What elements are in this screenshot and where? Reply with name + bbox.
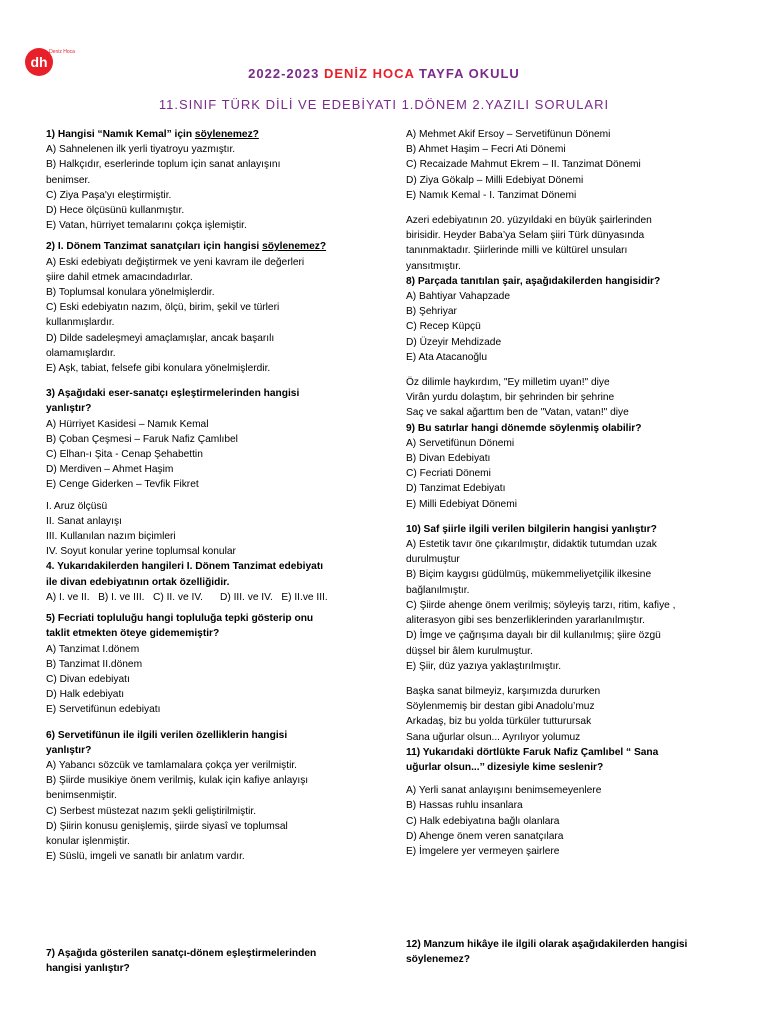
question-5: 5) Fecriati topluluğu hangi topluluğa tepki gösterip onu taklit etmekten öteye gidememiştir? A) Tanzimat I.dönem B) Tanzimat II.dönem C) Divan edebiyatı D) Halk edebiyatı E) Servetifünun edebiyatı	[46, 613, 314, 716]
question-9: Öz dilimle haykırdım, "Ey milletim uyan!" diye Virân yurdu dolaştım, bir şehrinden bir şehrine Saç ve sakal ağarttım ben de "Vatan, vatan!" diye 9) Bu satırlar hangi dönemde söylenmiş olabilir? A) Servetifünun Dönemi B) Divan Edebiyatı C) Fecriati Dönemi D) Tanzimat Edebiyatı E) Milli Edebiyat Dönemi	[406, 377, 642, 510]
question-8: Azeri edebiyatının 20. yüzyıldaki en büyük şairlerinden birisidir. Heyder Baba’ya Selam şiiri Türk dünyasında tanınmaktadır. Şiirlerinde milli ve kültürel unsuları yansıtmıştır. 8) Parçada tanıtılan şair, aşağıdakilerden hangisidir? A) Bahtiyar Vahapzade B) Şehriyar C) Recep Küpçü D) Üzeyir Mehdizade E) Ata Atacanoğlu	[406, 215, 661, 363]
page-title: 2022-2023 DENİZ HOCA TAYFA OKULU	[248, 66, 520, 81]
left-column	[46, 127, 366, 864]
question-11: Başka sanat bilmeyiz, karşımızda dururken Söylenmemiş bir destan gibi Anadolu’muz Arkadaş, biz bu yolda türküler tutturursak Sana uğurlar olsun... Ayrılıyor yolumuz 11) Yukarıdaki dörtlükte Faruk Nafiz Çamlıbel “ Sana uğurlar olsun...’’ dizesiyle kime seslenir? A) Yerli sanat anlayışını benimsemeyenlere B) Hassas ruhlu insanlara C) Halk edebiyatına bağlı olanlara D) Ahenge önem veren sanatçılara E) İmgelere yer vermeyen şairlere	[406, 685, 659, 857]
question-7: 7) Aşağıda gösterilen sanatçı-dönem eşleştirmelerinden hangisi yanlıştır?	[46, 948, 317, 975]
question-1: 1) Hangisi “Namık Kemal” için söylenemez? A) Sahnelenen ilk yerli tiyatroyu yazmıştır. B) Halkçıdır, eserlerinde toplum için sanat anlayışını benimser. C) Ziya Paşa'yı eleştirmiştir. D) Hece ölçüsünü kullanmıştır. E) Vatan, hürriyet temalarını çokça işlemiştir.	[46, 129, 281, 232]
question-3: 3) Aşağıdaki eser-sanatçı eşleştirmelerinden hangisi yanlıştır? A) Hürriyet Kasidesi – Namık Kemal B) Çoban Çeşmesi – Faruk Nafiz Çamlıbel C) Elhan-ı Şita - Cenap Şehabettin D) Merdiven – Ahmet Haşim E) Cenge Giderken – Tevfik Fikret	[46, 388, 300, 491]
svg-text:dh: dh	[30, 54, 48, 70]
svg-text:Deniz Hoca: Deniz Hoca	[49, 49, 75, 55]
question-6: 6) Servetifünun ile ilgili verilen özelliklerin hangisi yanlıştır? A) Yabancı sözcük ve tamlamalara çokça yer verilmiştir. B) Şiirde musikiye önem verilmiş, kulak için kafiye anlayışı benimsenmiştir. C) Serbest müstezat nazım şekli geliştirilmiştir. D) Şiirin konusu genişlemiş, şiirde siyasî ve toplumsal konular işlenmiştir. E) Süslü, imgeli ve sanatlı bir anlatım vardır.	[46, 729, 309, 863]
question-2: 2) I. Dönem Tanzimat sanatçıları için hangisi söylenemez? A) Eski edebiyatı değiştirmek ve yeni kavram ile değerleri şiire dahil etmek amacındadırlar. B) Toplumsal konulara yönelmişlerdir. C) Eski edebiyatın nazım, ölçü, birim, şekil ve türleri kullanmışlardır. D) Dilde sadeleşmeyi amaçlamışlar, ancak başarılı olamamışlardır. E) Aşk, tabiat, felsefe gibi konulara yönelmişlerdir.	[46, 241, 327, 375]
question-10: 10) Saf şiirle ilgili verilen bilgilerin hangisi yanlıştır? A) Estetik tavır öne çıkarılmıştır, didaktik tutumdan uzak durulmuştur B) Biçim kaygısı güdülmüş, mükemmeliyetçilik ilkesine bağlanılmıştır. C) Şiirde ahenge önem verilmiş; söyleyiş tarzı, ritim, kafiye , aliterasyon gibi ses benzerliklerinden yararlanılmıştır. D) İmge ve çağrışıma dayalı bir dil kullanılmış; şiire özgü düşsel bir âlem kurulmuştur. E) Şiir, düz yazıya yaklaştırılmıştır.	[406, 523, 676, 672]
right-column	[406, 127, 731, 859]
question-4: I. Aruz ölçüsü II. Sanat anlayışı III. Kullanılan nazım biçimleri IV. Soyut konular yerine toplumsal konular 4. Yukarıdakilerden hangileri I. Dönem Tanzimat edebiyatı ile divan edebiyatının ortak özelliğidir. A) I. ve II. B) I. ve III. C) II. ve IV. D) III. ve IV. E) II.ve III.	[46, 500, 328, 603]
page-subtitle: 11.SINIF TÜRK DİLİ VE EDEBİYATI 1.DÖNEM 2.YAZILI SORULARI	[158, 97, 610, 112]
question-12: 12) Manzum hikâye ile ilgili olarak aşağıdakilerden hangisi söylenemez?	[406, 939, 688, 966]
question-7-options: A) Mehmet Akif Ersoy – Servetifünun Dönemi B) Ahmet Haşim – Fecri Ati Dönemi C) Recaizade Mahmut Ekrem – II. Tanzimat Dönemi D) Ziya Gökalp – Milli Edebiyat Dönemi E) Namık Kemal - I. Tanzimat Dönemi	[406, 129, 641, 201]
